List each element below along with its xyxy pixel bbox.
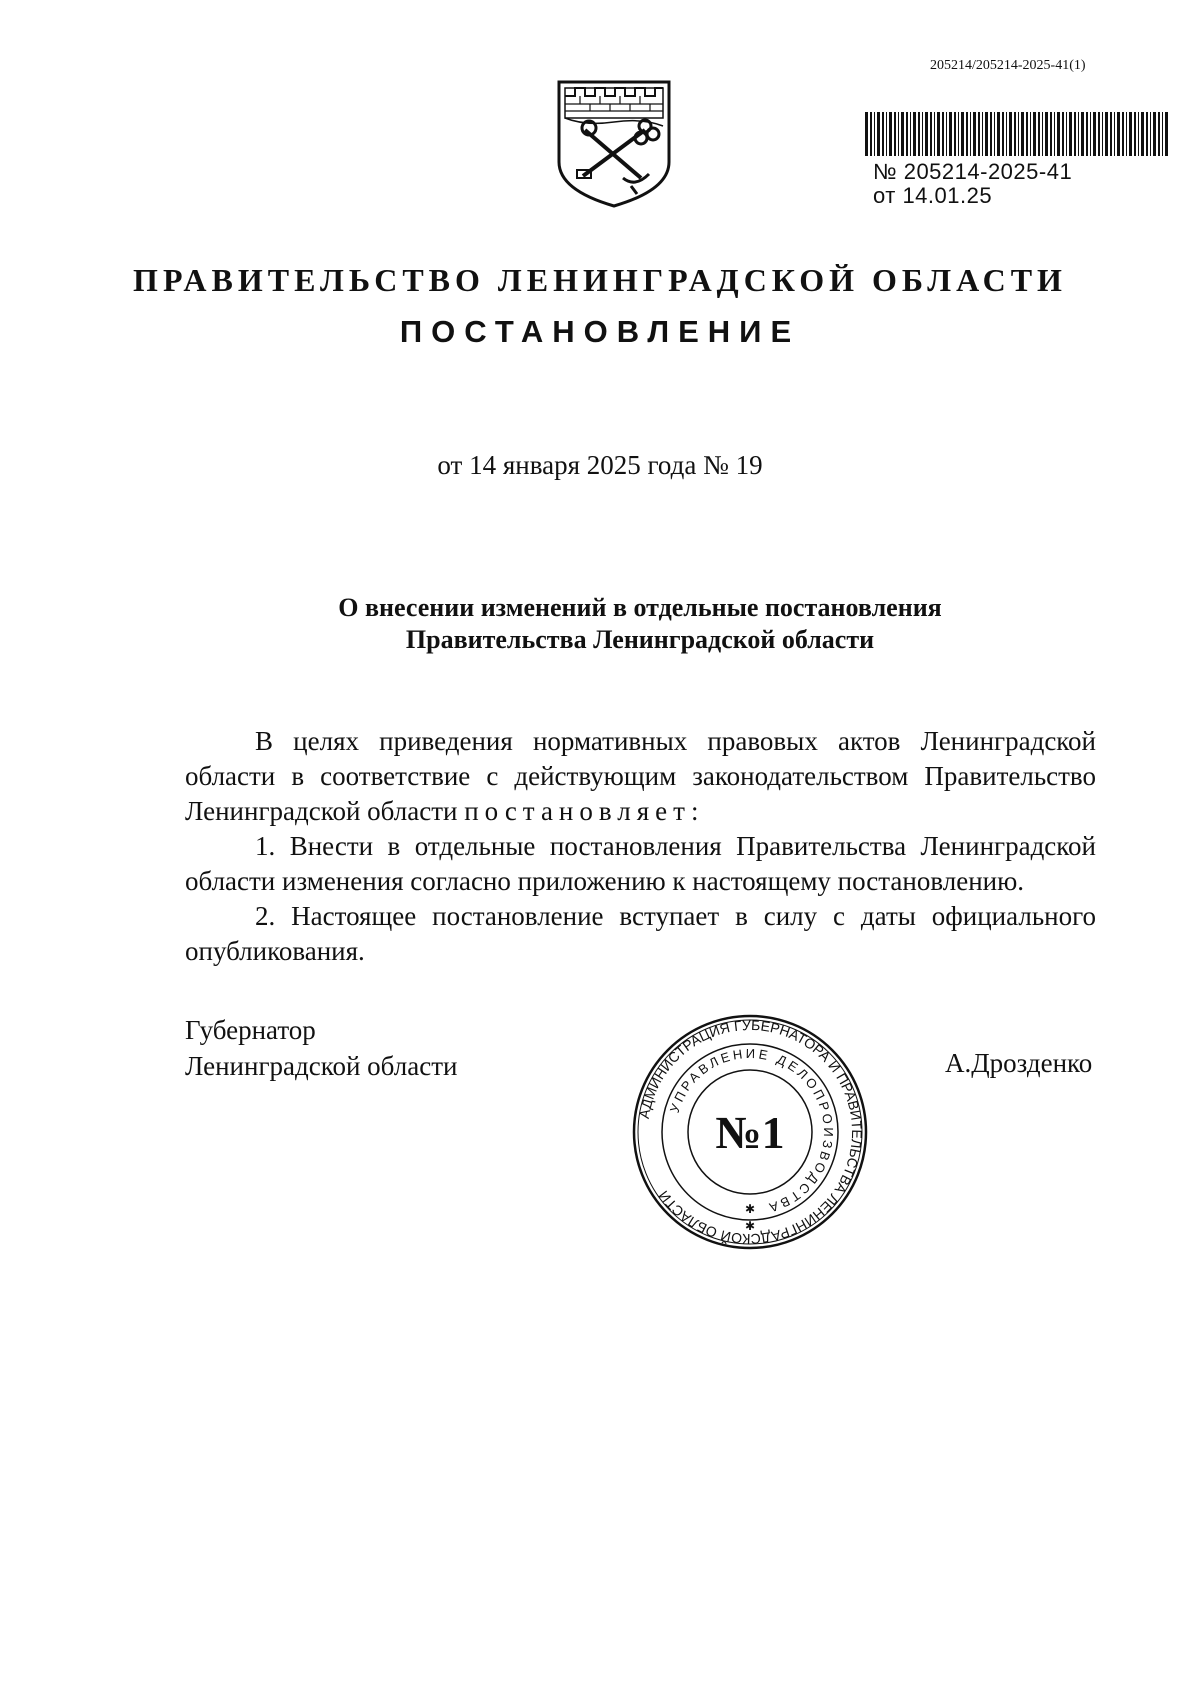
leningrad-oblast-coat-of-arms-icon <box>555 78 673 210</box>
barcode-bar <box>1090 112 1091 156</box>
barcode-bar <box>874 112 875 156</box>
preamble-text: В целях приведения нормативных правовых актов Ленинградской области в соответствие с действующим законодательством Правительство Ленинградской области <box>185 726 1096 826</box>
barcode-bar <box>877 112 880 156</box>
organization-title: ПРАВИТЕЛЬСТВО ЛЕНИНГРАДСКОЙ ОБЛАСТИ <box>133 262 1067 298</box>
seal-inner-text: УПРАВЛЕНИЕ ДЕЛОПРОИЗВОДСТВА <box>666 1045 837 1217</box>
body-paragraph-1: 1. Внести в отдельные постановления Правительства Ленинградской области изменения согласно приложению к настоящему постановлению. <box>185 831 1096 896</box>
barcode-bar <box>1057 112 1060 156</box>
barcode-bar <box>1054 112 1055 156</box>
barcode-bar <box>982 112 983 156</box>
barcode-bar <box>937 112 940 156</box>
barcode-bar <box>930 112 932 156</box>
barcode-bar <box>1126 112 1127 156</box>
barcode-bar <box>870 112 872 156</box>
barcode-bar <box>1105 112 1108 156</box>
barcode-bar <box>1002 112 1004 156</box>
registration-block <box>873 160 1072 208</box>
body-paragraph-preamble <box>185 724 1096 829</box>
barcode-bar <box>1165 112 1168 156</box>
document-body <box>185 724 1096 969</box>
barcode-bar <box>1134 112 1136 156</box>
barcode-bar <box>1114 112 1115 156</box>
barcode-bar <box>1009 112 1012 156</box>
barcode-bar <box>1074 112 1076 156</box>
barcode-bar <box>1069 112 1072 156</box>
document-code: 205214/205214-2025-41(1) <box>930 58 1086 73</box>
signatory-name: А.Дрозденко <box>945 1048 1093 1078</box>
barcode-bar <box>901 112 904 156</box>
barcode-bar <box>1026 112 1028 156</box>
barcode-bar <box>913 112 916 156</box>
barcode-bar <box>1042 112 1043 156</box>
barcode-bar <box>1150 112 1151 156</box>
barcode-bar <box>1018 112 1019 156</box>
official-seal-stamp <box>630 1012 870 1252</box>
barcode-bar <box>1050 112 1052 156</box>
barcode-bar <box>1066 112 1067 156</box>
document-subject <box>200 592 1080 656</box>
document-type: ПОСТАНОВЛЕНИЕ <box>399 314 801 349</box>
barcode-bar <box>1086 112 1088 156</box>
barcode-bar <box>1110 112 1112 156</box>
barcode-bar <box>1117 112 1120 156</box>
barcode-bar <box>994 112 995 156</box>
barcode-bar <box>918 112 920 156</box>
barcode-bar <box>1038 112 1040 156</box>
barcode-bar <box>997 112 1000 156</box>
barcode-bar <box>1062 112 1064 156</box>
barcode-bar <box>865 112 868 156</box>
barcode-bar <box>1021 112 1024 156</box>
signatory-position-line-2: Ленинградской области <box>185 1051 458 1081</box>
barcode-bar <box>949 112 952 156</box>
body-paragraph-2: 2. Настоящее постановление вступает в силу с даты официального опубликования. <box>185 901 1096 966</box>
subject-line-2: Правительства Ленинградской области <box>405 625 875 654</box>
barcode-bar <box>898 112 899 156</box>
barcode-bar <box>1158 112 1160 156</box>
signatory-position <box>185 1012 457 1084</box>
barcode-bar <box>1138 112 1139 156</box>
barcode-bar <box>1006 112 1007 156</box>
barcode-bar <box>970 112 971 156</box>
barcode-bar <box>1141 112 1144 156</box>
registration-number: № 205214-2025-41 <box>873 159 1073 184</box>
barcode-bar <box>1093 112 1096 156</box>
barcode-bar <box>985 112 988 156</box>
barcode-bar <box>954 112 956 156</box>
preamble-resolves: постановляет: <box>464 796 705 826</box>
barcode-bar <box>894 112 896 156</box>
seal-star-icon: ✱ <box>744 1219 756 1233</box>
barcode-bar <box>966 112 968 156</box>
barcode-bar <box>934 112 935 156</box>
barcode-bar <box>1146 112 1148 156</box>
barcode-bar <box>1153 112 1156 156</box>
barcode-bar <box>886 112 887 156</box>
barcode-bar <box>1078 112 1079 156</box>
barcode-bar <box>1129 112 1132 156</box>
signatory-position-line-1: Губернатор <box>185 1015 316 1045</box>
barcode-bar <box>946 112 947 156</box>
barcode-icon <box>865 112 1170 156</box>
barcode-bar <box>958 112 959 156</box>
barcode-bar <box>1081 112 1084 156</box>
seal-number: №1 <box>715 1107 785 1158</box>
barcode-bar <box>990 112 992 156</box>
barcode-bar <box>889 112 892 156</box>
barcode-bar <box>1162 112 1163 156</box>
barcode-bar <box>1045 112 1048 156</box>
barcode-bar <box>978 112 980 156</box>
seal-outer-text: АДМИНИСТРАЦИЯ ГУБЕРНАТОРА И ПРАВИТЕЛЬСТВА ЛЕНИНГРАДСКОЙ ОБЛАСТИ <box>635 1016 866 1248</box>
barcode-bar <box>1098 112 1100 156</box>
barcode-bar <box>922 112 923 156</box>
barcode-bar <box>1030 112 1031 156</box>
barcode-bar <box>961 112 964 156</box>
barcode-bar <box>1033 112 1036 156</box>
barcode-bar <box>925 112 928 156</box>
registration-date: от 14.01.25 <box>873 183 993 208</box>
subject-line-1: О внесении изменений в отдельные постановления <box>338 593 942 622</box>
barcode-bar <box>942 112 944 156</box>
document-date-number: от 14 января 2025 года № 19 <box>437 450 763 480</box>
barcode-bar <box>906 112 908 156</box>
seal-star-icon: ✱ <box>744 1202 756 1216</box>
barcode-bar <box>910 112 911 156</box>
barcode-bar <box>973 112 976 156</box>
barcode-bar <box>882 112 884 156</box>
barcode-bar <box>1014 112 1016 156</box>
barcode-bar <box>1102 112 1103 156</box>
barcode-bar <box>1122 112 1124 156</box>
